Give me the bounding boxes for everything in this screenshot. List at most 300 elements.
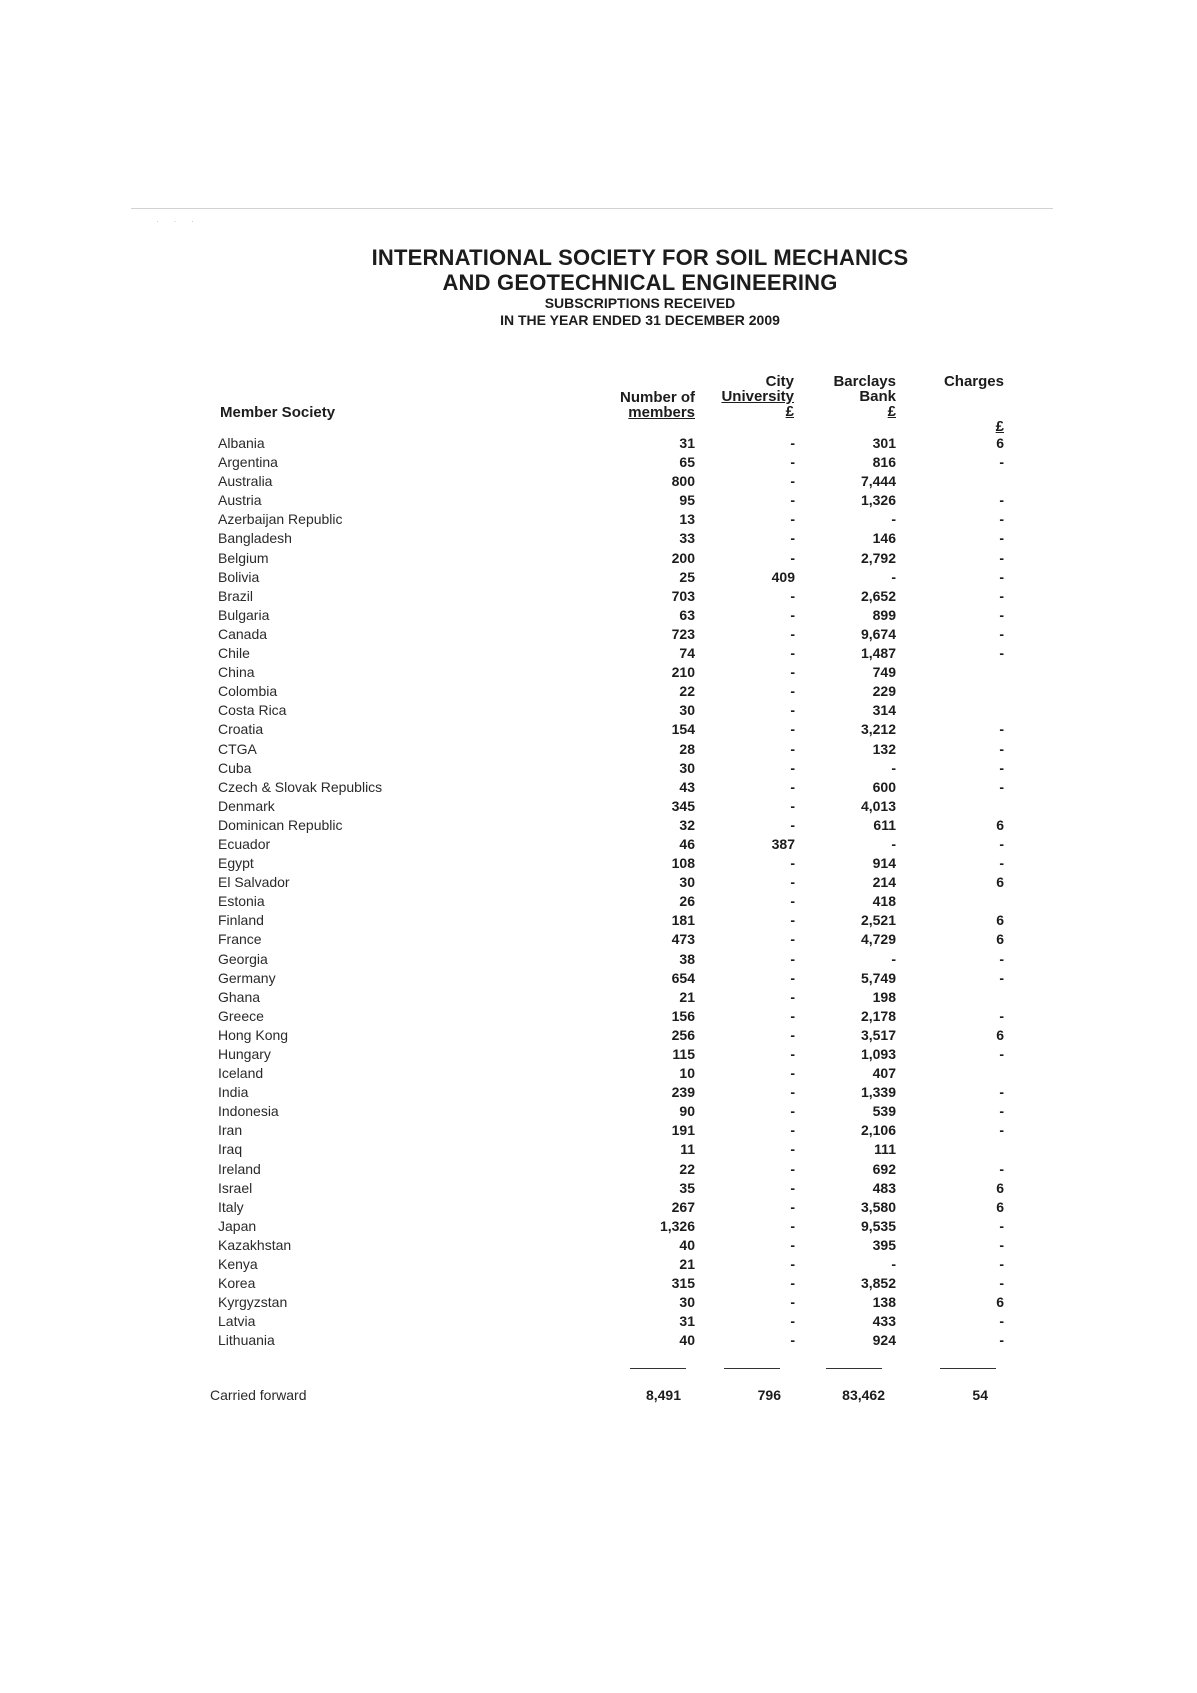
table-row xyxy=(0,529,1197,548)
city-university-amount: - xyxy=(790,1236,795,1253)
member-count: 10 xyxy=(679,1065,695,1082)
member-count: 473 xyxy=(671,931,695,948)
table-row xyxy=(0,1331,1197,1350)
member-name: Ecuador xyxy=(218,835,271,852)
title-line-2: AND GEOTECHNICAL ENGINEERING xyxy=(442,270,838,295)
barclays-bank-amount: 3,212 xyxy=(860,721,896,738)
city-university-amount: - xyxy=(790,778,795,795)
member-count: 191 xyxy=(671,1122,695,1139)
carried-forward-row xyxy=(0,1385,1197,1405)
barclays-bank-amount: - xyxy=(891,568,896,585)
charges-amount: - xyxy=(999,1256,1004,1273)
city-university-amount: - xyxy=(790,1275,795,1292)
city-university-amount: - xyxy=(790,435,795,451)
city-university-amount: - xyxy=(790,950,795,967)
barclays-bank-amount: 1,339 xyxy=(860,1084,896,1101)
member-count: 30 xyxy=(679,759,695,776)
charges-amount: 6 xyxy=(996,912,1004,929)
total-barclays-bank: 83,462 xyxy=(842,1387,885,1403)
charges-amount: - xyxy=(999,1236,1004,1253)
barclays-bank-amount: 3,580 xyxy=(860,1198,896,1215)
city-university-amount: - xyxy=(790,1103,795,1120)
member-count: 345 xyxy=(671,797,695,814)
member-count: 154 xyxy=(671,721,695,738)
member-name: Cuba xyxy=(218,759,252,776)
city-university-amount: - xyxy=(790,645,795,662)
sum-rule-city xyxy=(724,1368,780,1369)
member-name: El Salvador xyxy=(218,874,290,891)
member-name: Costa Rica xyxy=(218,702,287,719)
barclays-bank-amount: 229 xyxy=(872,683,896,700)
member-count: 723 xyxy=(671,625,695,642)
member-count: 22 xyxy=(679,1160,695,1177)
barclays-bank-amount: 2,106 xyxy=(860,1122,896,1139)
member-count: 11 xyxy=(680,1141,695,1158)
charges-amount: - xyxy=(999,1160,1004,1177)
subtitle-line-1: SUBSCRIPTIONS RECEIVED xyxy=(544,295,736,311)
charges-amount: - xyxy=(999,568,1004,585)
charges-amount: - xyxy=(999,645,1004,662)
member-name: Iraq xyxy=(218,1141,243,1158)
member-name: Japan xyxy=(218,1217,257,1234)
header-bank-unit: £ xyxy=(887,403,896,420)
table-row xyxy=(0,740,1197,759)
table-row xyxy=(0,816,1197,835)
member-name: Ghana xyxy=(218,988,261,1005)
table-row xyxy=(0,1007,1197,1026)
barclays-bank-amount: 9,674 xyxy=(860,625,896,642)
table-row xyxy=(0,644,1197,663)
table-row xyxy=(0,1236,1197,1255)
member-count: 703 xyxy=(671,587,695,604)
member-name: Colombia xyxy=(218,683,278,700)
barclays-bank-amount: 483 xyxy=(872,1179,896,1196)
city-university-amount: - xyxy=(790,893,795,910)
member-count: 256 xyxy=(671,1026,695,1043)
city-university-amount: - xyxy=(790,702,795,719)
charges-amount: - xyxy=(999,625,1004,642)
member-count: 74 xyxy=(679,645,695,662)
member-count: 33 xyxy=(679,530,695,547)
city-university-amount: - xyxy=(790,1294,795,1311)
barclays-bank-amount: 692 xyxy=(872,1160,896,1177)
barclays-bank-amount: 2,792 xyxy=(860,549,896,566)
charges-amount: - xyxy=(999,587,1004,604)
table-row xyxy=(0,1045,1197,1064)
member-name: Albania xyxy=(218,435,265,451)
city-university-amount: 387 xyxy=(771,835,795,852)
table-row xyxy=(0,720,1197,739)
city-university-amount: - xyxy=(790,1217,795,1234)
city-university-amount: - xyxy=(790,1007,795,1024)
header-city-university xyxy=(721,374,794,419)
city-university-amount: - xyxy=(790,1122,795,1139)
member-name: Finland xyxy=(218,912,264,929)
table-row xyxy=(0,1198,1197,1217)
header-bank-line1: Barclays xyxy=(833,373,896,390)
charges-amount: - xyxy=(999,606,1004,623)
barclays-bank-amount: 198 xyxy=(872,988,896,1005)
charges-amount: - xyxy=(999,721,1004,738)
barclays-bank-amount: 3,517 xyxy=(860,1026,896,1043)
barclays-bank-amount: - xyxy=(891,835,896,852)
table-row xyxy=(0,759,1197,778)
charges-amount: 6 xyxy=(996,1294,1004,1311)
member-name: Israel xyxy=(218,1179,253,1196)
charges-amount: 6 xyxy=(996,1179,1004,1196)
member-count: 1,326 xyxy=(659,1217,695,1234)
barclays-bank-amount: 5,749 xyxy=(860,969,896,986)
city-university-amount: - xyxy=(790,969,795,986)
header-city-line2: University xyxy=(721,388,794,405)
barclays-bank-amount: 314 xyxy=(872,702,896,719)
table-row xyxy=(0,1179,1197,1198)
member-name: Brazil xyxy=(218,587,254,604)
barclays-bank-amount: - xyxy=(891,1256,896,1273)
sum-rule-charges xyxy=(940,1368,996,1369)
table-row xyxy=(0,1293,1197,1312)
table-row xyxy=(0,1274,1197,1293)
charges-amount: 6 xyxy=(996,874,1004,891)
table-row xyxy=(0,568,1197,587)
charges-amount: 6 xyxy=(996,1198,1004,1215)
header-city-line1: City xyxy=(765,373,794,390)
member-count: 108 xyxy=(671,855,695,872)
table-row xyxy=(0,491,1197,510)
city-university-amount: - xyxy=(790,473,795,490)
member-count: 90 xyxy=(679,1103,695,1120)
charges-amount: - xyxy=(999,492,1004,509)
city-university-amount: - xyxy=(790,587,795,604)
header-charges-label: Charges xyxy=(943,373,1004,390)
member-name: Dominican Republic xyxy=(218,816,343,833)
city-university-amount: - xyxy=(790,912,795,929)
table-row xyxy=(0,663,1197,682)
member-count: 28 xyxy=(679,740,695,757)
header-member-society: Member Society xyxy=(220,404,336,421)
table-row xyxy=(0,950,1197,969)
city-university-amount: - xyxy=(790,492,795,509)
city-university-amount: - xyxy=(790,549,795,566)
barclays-bank-amount: - xyxy=(891,950,896,967)
city-university-amount: - xyxy=(790,625,795,642)
city-university-amount: - xyxy=(790,683,795,700)
member-count: 65 xyxy=(679,454,695,471)
city-university-amount: - xyxy=(790,855,795,872)
member-name: Croatia xyxy=(218,721,264,738)
member-name: Canada xyxy=(218,625,268,642)
member-name: Hungary xyxy=(218,1046,271,1062)
member-name: Ireland xyxy=(218,1160,261,1177)
charges-amount: - xyxy=(999,1103,1004,1120)
member-name: Germany xyxy=(218,969,276,986)
sum-rule-bank xyxy=(826,1368,882,1369)
table-row xyxy=(0,606,1197,625)
city-university-amount: - xyxy=(790,874,795,891)
city-university-amount: - xyxy=(790,721,795,738)
carried-forward-label: Carried forward xyxy=(210,1387,307,1403)
city-university-amount: - xyxy=(790,1313,795,1330)
member-count: 31 xyxy=(679,435,695,451)
table-row xyxy=(0,1102,1197,1121)
header-charges-unit: £ xyxy=(995,418,1004,435)
member-name: Korea xyxy=(218,1275,256,1292)
barclays-bank-amount: 418 xyxy=(872,893,896,910)
sum-rule-members xyxy=(630,1368,686,1369)
city-university-amount: 409 xyxy=(771,568,795,585)
header-num-line1: Number of xyxy=(620,389,695,406)
member-count: 38 xyxy=(679,950,695,967)
city-university-amount: - xyxy=(790,454,795,471)
member-count: 46 xyxy=(679,835,695,852)
charges-amount: - xyxy=(999,1217,1004,1234)
table-row xyxy=(0,969,1197,988)
member-name: Chile xyxy=(218,645,250,662)
member-name: CTGA xyxy=(218,740,257,757)
member-name: Bolivia xyxy=(218,568,260,585)
barclays-bank-amount: 749 xyxy=(872,664,896,681)
member-name: Argentina xyxy=(218,454,278,471)
table-row xyxy=(0,472,1197,491)
city-university-amount: - xyxy=(790,664,795,681)
barclays-bank-amount: 301 xyxy=(872,435,896,451)
title-line-1: INTERNATIONAL SOCIETY FOR SOIL MECHANICS xyxy=(371,245,909,270)
member-name: Czech & Slovak Republics xyxy=(218,778,383,795)
header-charges-gap xyxy=(944,389,1004,419)
city-university-amount: - xyxy=(790,1046,795,1062)
barclays-bank-amount: 138 xyxy=(872,1294,896,1311)
member-count: 239 xyxy=(671,1084,695,1101)
city-university-amount: - xyxy=(790,1026,795,1043)
barclays-bank-amount: 4,729 xyxy=(860,931,896,948)
header-charges xyxy=(944,374,1004,434)
city-university-amount: - xyxy=(790,1332,795,1349)
city-university-amount: - xyxy=(790,606,795,623)
member-name: Greece xyxy=(218,1007,264,1024)
charges-amount: 6 xyxy=(996,816,1004,833)
member-count: 63 xyxy=(679,606,695,623)
table-row xyxy=(0,510,1197,529)
table-row xyxy=(0,911,1197,930)
charges-amount: - xyxy=(999,969,1004,986)
subscriptions-table-body xyxy=(0,434,1197,1351)
member-name: Austria xyxy=(218,492,262,509)
member-count: 30 xyxy=(679,874,695,891)
charges-amount: - xyxy=(999,835,1004,852)
barclays-bank-amount: 1,487 xyxy=(860,645,896,662)
table-row xyxy=(0,873,1197,892)
barclays-bank-amount: 433 xyxy=(872,1313,896,1330)
header-city-unit: £ xyxy=(785,403,794,420)
city-university-amount: - xyxy=(790,1179,795,1196)
table-row xyxy=(0,797,1197,816)
charges-amount: - xyxy=(999,1122,1004,1139)
barclays-bank-amount: 111 xyxy=(874,1141,896,1158)
member-name: France xyxy=(218,931,262,948)
barclays-bank-amount: 611 xyxy=(873,816,896,833)
table-row xyxy=(0,778,1197,797)
member-name: Hong Kong xyxy=(218,1026,289,1043)
table-row xyxy=(0,835,1197,854)
barclays-bank-amount: 924 xyxy=(872,1332,896,1349)
member-count: 26 xyxy=(679,893,695,910)
barclays-bank-amount: 1,093 xyxy=(860,1046,896,1062)
total-city-university: 796 xyxy=(757,1387,781,1403)
member-count: 210 xyxy=(671,664,695,681)
charges-amount: - xyxy=(999,549,1004,566)
member-name: Iceland xyxy=(218,1065,264,1082)
member-name: China xyxy=(218,664,255,681)
total-members: 8,491 xyxy=(645,1387,681,1403)
member-name: Estonia xyxy=(218,893,265,910)
barclays-bank-amount: 600 xyxy=(872,778,896,795)
member-count: 32 xyxy=(679,816,695,833)
table-row xyxy=(0,1064,1197,1083)
member-count: 267 xyxy=(671,1198,695,1215)
barclays-bank-amount: 132 xyxy=(872,740,896,757)
barclays-bank-amount: 1,326 xyxy=(860,492,896,509)
barclays-bank-amount: 899 xyxy=(872,606,896,623)
barclays-bank-amount: 816 xyxy=(872,454,896,471)
charges-amount: - xyxy=(999,759,1004,776)
member-count: 115 xyxy=(672,1046,695,1062)
table-row xyxy=(0,892,1197,911)
table-row xyxy=(0,1255,1197,1274)
barclays-bank-amount: 7,444 xyxy=(860,473,896,490)
header-bank-line2: Bank xyxy=(859,388,896,405)
barclays-bank-amount: 3,852 xyxy=(860,1275,896,1292)
city-university-amount: - xyxy=(790,530,795,547)
member-count: 30 xyxy=(679,1294,695,1311)
member-count: 95 xyxy=(679,492,695,509)
table-row xyxy=(0,854,1197,873)
table-row xyxy=(0,1217,1197,1236)
city-university-amount: - xyxy=(790,1084,795,1101)
charges-amount: - xyxy=(999,1313,1004,1330)
barclays-bank-amount: 407 xyxy=(872,1065,896,1082)
barclays-bank-amount: 2,652 xyxy=(860,587,896,604)
member-name: Kazakhstan xyxy=(218,1236,292,1253)
table-row xyxy=(0,1026,1197,1045)
city-university-amount: - xyxy=(790,511,795,528)
charges-amount: 6 xyxy=(996,931,1004,948)
city-university-amount: - xyxy=(790,1160,795,1177)
member-count: 21 xyxy=(679,1256,695,1273)
city-university-amount: - xyxy=(790,1256,795,1273)
member-count: 22 xyxy=(679,683,695,700)
member-name: Egypt xyxy=(218,855,254,872)
table-row xyxy=(0,930,1197,949)
header-number-of-members xyxy=(620,390,695,420)
table-row xyxy=(0,682,1197,701)
member-name: Belgium xyxy=(218,549,269,566)
table-row xyxy=(0,701,1197,720)
charges-amount: - xyxy=(999,855,1004,872)
member-name: Italy xyxy=(218,1198,244,1215)
barclays-bank-amount: 395 xyxy=(872,1236,896,1253)
member-count: 31 xyxy=(679,1313,695,1330)
barclays-bank-amount: 2,178 xyxy=(860,1007,896,1024)
member-name: Azerbaijan Republic xyxy=(218,511,343,528)
member-name: Lithuania xyxy=(218,1332,275,1349)
member-name: India xyxy=(218,1084,249,1101)
member-count: 43 xyxy=(679,778,695,795)
member-name: Australia xyxy=(218,473,273,490)
table-row xyxy=(0,549,1197,568)
member-count: 21 xyxy=(679,988,695,1005)
table-row xyxy=(0,988,1197,1007)
barclays-bank-amount: 146 xyxy=(872,530,896,547)
charges-amount: 6 xyxy=(996,435,1004,451)
table-row xyxy=(0,1312,1197,1331)
member-count: 13 xyxy=(679,511,695,528)
city-university-amount: - xyxy=(790,797,795,814)
member-count: 800 xyxy=(671,473,695,490)
member-count: 200 xyxy=(671,549,695,566)
member-name: Bulgaria xyxy=(218,606,270,623)
member-name: Georgia xyxy=(218,950,268,967)
scan-artifact-marks: · · · xyxy=(156,216,200,226)
charges-amount: - xyxy=(999,950,1004,967)
barclays-bank-amount: - xyxy=(891,511,896,528)
member-name: Bangladesh xyxy=(218,530,292,547)
table-row xyxy=(0,1160,1197,1179)
total-charges: 54 xyxy=(972,1387,988,1403)
table-row xyxy=(0,434,1197,453)
member-count: 654 xyxy=(671,969,695,986)
barclays-bank-amount: 9,535 xyxy=(860,1217,896,1234)
member-name: Latvia xyxy=(218,1313,256,1330)
city-university-amount: - xyxy=(790,1141,795,1158)
city-university-amount: - xyxy=(790,988,795,1005)
member-count: 181 xyxy=(671,912,695,929)
charges-amount: - xyxy=(999,1046,1004,1062)
city-university-amount: - xyxy=(790,1198,795,1215)
city-university-amount: - xyxy=(790,931,795,948)
table-row xyxy=(0,1140,1197,1159)
member-name: Kenya xyxy=(218,1256,258,1273)
city-university-amount: - xyxy=(790,759,795,776)
member-name: Indonesia xyxy=(218,1103,279,1120)
barclays-bank-amount: 2,521 xyxy=(860,912,896,929)
barclays-bank-amount: 4,013 xyxy=(860,797,896,814)
barclays-bank-amount: 539 xyxy=(872,1103,896,1120)
charges-amount: - xyxy=(999,1275,1004,1292)
member-name: Kyrgyzstan xyxy=(218,1294,288,1311)
charges-amount: - xyxy=(999,1332,1004,1349)
city-university-amount: - xyxy=(790,816,795,833)
member-count: 315 xyxy=(671,1275,695,1292)
charges-amount: 6 xyxy=(996,1026,1004,1043)
table-row xyxy=(0,1121,1197,1140)
city-university-amount: - xyxy=(790,740,795,757)
subtitle-line-2: IN THE YEAR ENDED 31 DECEMBER 2009 xyxy=(500,312,780,328)
charges-amount: - xyxy=(999,530,1004,547)
member-count: 40 xyxy=(679,1236,695,1253)
table-row xyxy=(0,1083,1197,1102)
member-name: Iran xyxy=(218,1122,243,1139)
page-top-rule xyxy=(131,208,1053,209)
member-count: 40 xyxy=(679,1332,695,1349)
member-name: Denmark xyxy=(218,797,275,814)
charges-amount: - xyxy=(999,778,1004,795)
city-university-amount: - xyxy=(790,1065,795,1082)
charges-amount: - xyxy=(999,740,1004,757)
charges-amount: - xyxy=(999,1007,1004,1024)
barclays-bank-amount: 214 xyxy=(872,874,896,891)
barclays-bank-amount: 914 xyxy=(872,855,896,872)
member-count: 35 xyxy=(679,1179,695,1196)
